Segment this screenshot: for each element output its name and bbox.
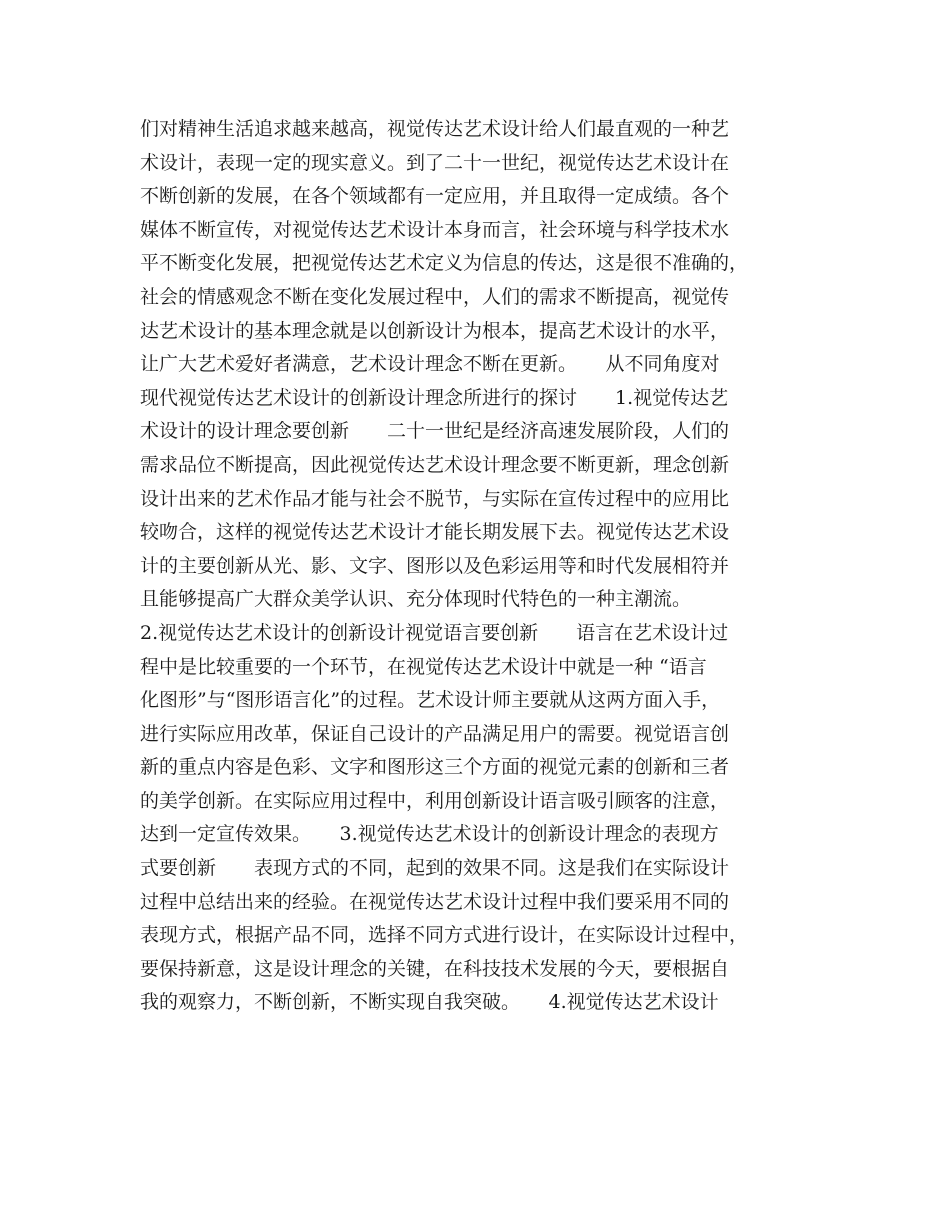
text-line: 社会的情感观念不断在变化发展过程中，人们的需求不断提高，视觉传 xyxy=(140,285,730,308)
text-line: 程中是比较重要的一个环节，在视觉传达艺术设计中就是一种 “语言 xyxy=(140,655,707,678)
text-line: 媒体不断宣传，对视觉传达艺术设计本身而言，社会环境与科学技术水 xyxy=(140,218,730,241)
text-line: 我的观察力，不断创新，不断实现自我突破。 4.视觉传达艺术设计 xyxy=(140,991,719,1014)
text-line: 计的主要创新从光、影、文字、图形以及色彩运用等和时代发展相符并 xyxy=(140,554,730,577)
text-line: 进行实际应用改革，保证自己设计的产品满足用户的需要。视觉语言创 xyxy=(140,722,730,745)
text-line: 现代视觉传达艺术设计的创新设计理念所进行的探讨 1.视觉传达艺 xyxy=(140,386,729,409)
text-line: 不断创新的发展，在各个领域都有一定应用，并且取得一定成绩。各个 xyxy=(140,185,730,208)
text-line: 术设计，表现一定的现实意义。到了二十一世纪，视觉传达艺术设计在 xyxy=(140,151,730,174)
text-line: 术设计的设计理念要创新 二十一世纪是经济高速发展阶段，人们的 xyxy=(140,420,730,443)
text-line: 新的重点内容是色彩、文字和图形这三个方面的视觉元素的创新和三者 xyxy=(140,756,730,779)
text-line: 们对精神生活追求越来越高，视觉传达艺术设计给人们最直观的一种艺 xyxy=(140,118,730,140)
text-line: 需求品位不断提高，因此视觉传达艺术设计理念要不断更新，理念创新 xyxy=(140,453,730,476)
text-line: 达到一定宣传效果。 3.视觉传达艺术设计的创新设计理念的表现方 xyxy=(140,823,719,846)
text-line: 化图形”与“图形语言化”的过程。艺术设计师主要就从这两方面入手， xyxy=(140,689,721,712)
text-line: 表现方式，根据产品不同，选择不同方式进行设计，在实际设计过程中， xyxy=(140,924,749,947)
text-line: 设计出来的艺术作品才能与社会不脱节，与实际在宣传过程中的应用比 xyxy=(140,487,730,510)
text-line: 较吻合，这样的视觉传达艺术设计才能长期发展下去。视觉传达艺术设 xyxy=(140,521,730,544)
text-line: 平不断变化发展，把视觉传达艺术定义为信息的传达，这是很不准确的， xyxy=(140,252,749,275)
text-line: 且能够提高广大群众美学认识、充分体现时代特色的一种主潮流。 xyxy=(140,588,692,611)
text-line: 2.视觉传达艺术设计的创新设计视觉语言要创新 语言在艺术设计过 xyxy=(140,621,729,644)
text-line: 的美学创新。在实际应用过程中，利用创新设计语言吸引顾客的注意， xyxy=(140,789,730,812)
body-text xyxy=(140,113,820,1020)
text-line: 要保持新意，这是设计理念的关键，在科技技术发展的今天，要根据自 xyxy=(140,957,730,980)
text-line: 过程中总结出来的经验。在视觉传达艺术设计过程中我们要采用不同的 xyxy=(140,890,730,913)
text-line: 式要创新 表现方式的不同，起到的效果不同。这是我们在实际设计 xyxy=(140,857,730,880)
text-line: 让广大艺术爱好者满意，艺术设计理念不断在更新。 从不同角度对 xyxy=(140,353,720,376)
text-line: 达艺术设计的基本理念就是以创新设计为根本，提高艺术设计的水平， xyxy=(140,319,730,342)
